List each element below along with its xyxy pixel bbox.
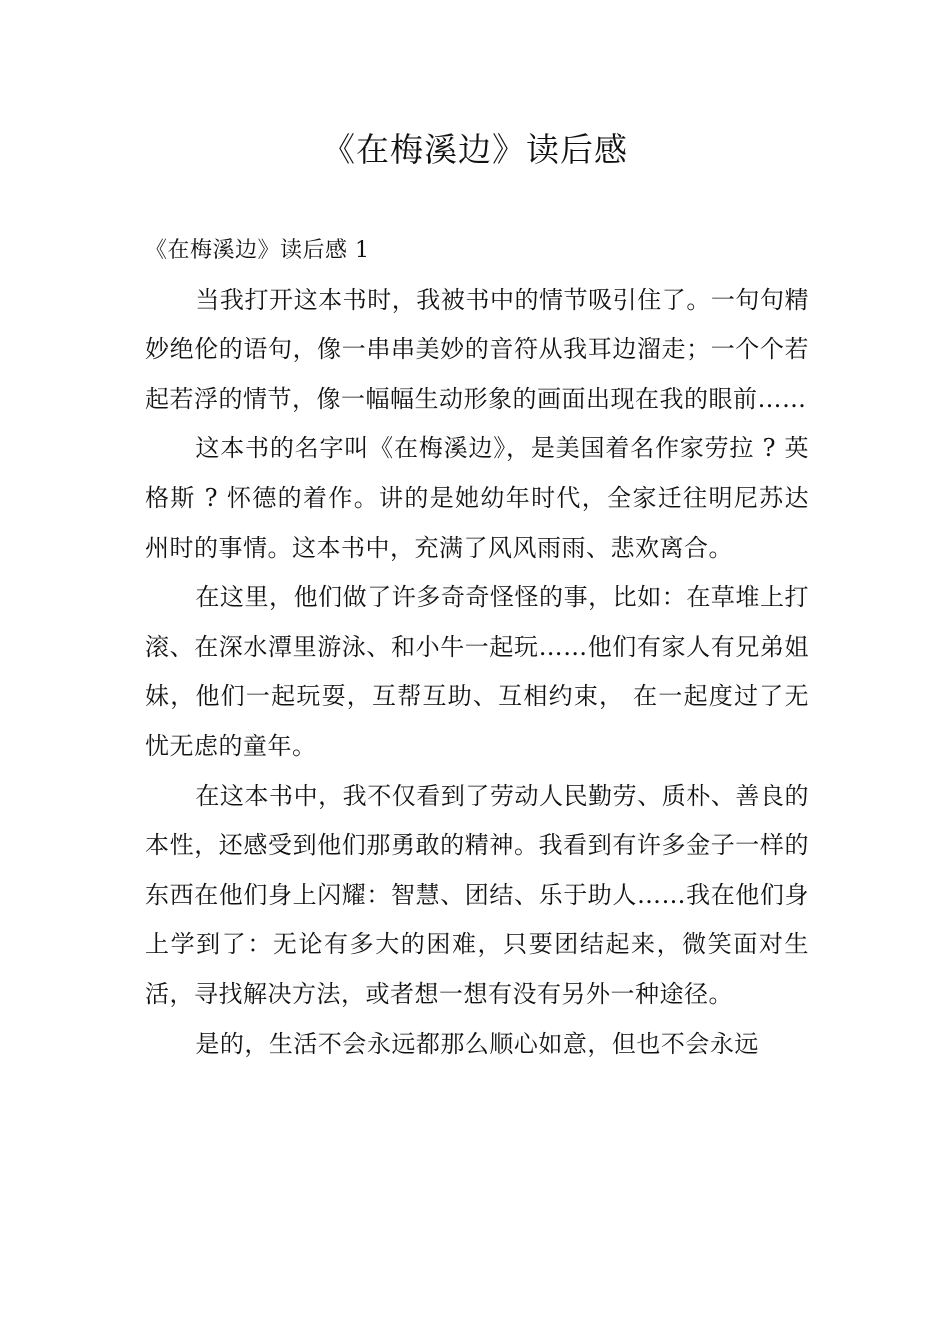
paragraph-1: 当我打开这本书时，我被书中的情节吸引住了。一句句精妙绝伦的语句，像一串串美妙的音符从我耳边溜走；一个个若起若浮的情节，像一幅幅生动形象的画面出现在我的眼前…… (145, 285, 809, 413)
paragraph-5: 是的，生活不会永远都那么顺心如意，但也不会永远 (195, 1029, 759, 1058)
section-heading: 《在梅溪边》读后感 1 (145, 238, 370, 263)
document-body (145, 226, 809, 1069)
paragraph-3: 在这里，他们做了许多奇奇怪怪的事，比如：在草堆上打滚、在深水潭里游泳、和小牛一起玩……他们有家人有兄弟姐妹，他们一起玩耍，互帮互助、互相约束， 在一起度过了无忧无虑的童年。 (145, 583, 809, 760)
paragraph-2: 这本书的名字叫《在梅溪边》，是美国着名作家劳拉 ? 英格斯 ? 怀德的着作。讲的是她幼年时代，全家迁往明尼苏达州时的事情。这本书中，充满了风风雨雨、悲欢离合。 (145, 434, 809, 562)
document-title: 《在梅溪边》读后感 (322, 130, 628, 169)
paragraph-4: 在这本书中，我不仅看到了劳动人民勤劳、质朴、善良的本性，还感受到他们那勇敢的精神。我看到有许多金子一样的东西在他们身上闪耀：智慧、团结、乐于助人……我在他们身上学到了：无论有多大的困难，只要团结起来，微笑面对生活，寻找解决方法，或者想一想有没有另外一种途径。 (145, 781, 809, 1008)
